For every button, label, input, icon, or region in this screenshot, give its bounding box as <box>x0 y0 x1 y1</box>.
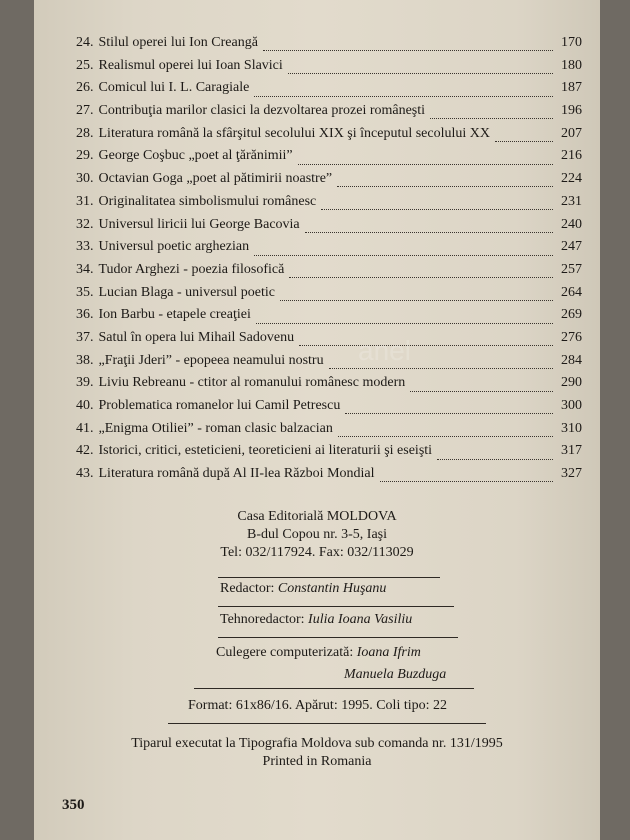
toc-leader-dots <box>430 107 553 119</box>
toc-entry <box>76 125 582 148</box>
divider-rule <box>218 577 440 578</box>
toc-leader-dots <box>380 470 553 482</box>
toc-leader-dots <box>337 175 553 187</box>
toc-entry <box>76 329 582 352</box>
toc-entry-page: 310 <box>561 420 582 436</box>
toc-leader-dots <box>280 289 553 301</box>
toc-entry-number: 29. <box>76 148 94 164</box>
toc-entry-title: Satul în opera lui Mihail Sadovenu <box>98 329 295 345</box>
toc-entry-page: 276 <box>561 329 582 345</box>
toc-entry-page: 290 <box>561 375 582 391</box>
toc-entry-title: Originalitatea simbolismului românesc <box>98 193 317 209</box>
format-line: Format: 61x86/16. Apărut: 1995. Coli tipo: 22 <box>188 698 447 713</box>
typesetting-name-2: Manuela Buzduga <box>344 667 447 682</box>
toc-entry-number: 39. <box>76 375 94 391</box>
toc-entry-title: Lucian Blaga - universul poetic <box>98 284 275 300</box>
publisher-phone: Tel: 032/117924. Fax: 032/113029 <box>220 545 414 560</box>
toc-entry-title: Istorici, critici, esteticieni, teoreticieni ai literaturii şi eseişti <box>98 443 433 459</box>
toc-leader-dots <box>254 244 553 256</box>
toc-entry <box>76 238 582 261</box>
divider-rule <box>218 637 458 638</box>
toc-entry-number: 30. <box>76 171 94 187</box>
watermark-text: anel <box>358 335 411 366</box>
toc-leader-dots <box>256 312 553 324</box>
toc-entry-title: Problematica romanelor lui Camil Petrescu <box>98 398 341 413</box>
toc-entry-title: Contribuţia marilor clasici la dezvoltarea prozei româneşti <box>98 103 426 119</box>
toc-entry-number: 27. <box>76 103 94 119</box>
toc-entry <box>76 147 582 170</box>
toc-entry <box>76 284 582 307</box>
book-page <box>34 0 600 840</box>
toc-leader-dots <box>495 130 553 142</box>
toc-entry-title: George Coşbuc „poet al ţărănimii” <box>98 148 293 164</box>
editor-name: Constantin Huşanu <box>277 581 387 596</box>
toc-entry <box>76 102 582 125</box>
publisher-name: Casa Editorială MOLDOVA <box>237 509 397 524</box>
toc-entry-page: 180 <box>561 57 582 73</box>
toc-entry-page: 231 <box>561 193 582 209</box>
toc-entry-page: 264 <box>561 284 582 300</box>
publisher-address: B-dul Copou nr. 3-5, Iaşi <box>247 527 387 542</box>
toc-leader-dots <box>338 425 553 437</box>
toc-entry <box>76 34 582 57</box>
publisher-block <box>34 508 600 562</box>
toc-entry <box>76 397 582 420</box>
toc-entry-title: Realismul operei lui Ioan Slavici <box>98 57 283 73</box>
printed-in-line: Printed in Romania <box>262 754 372 769</box>
toc-leader-dots <box>289 266 553 278</box>
toc-entry <box>76 306 582 329</box>
divider-rule <box>168 723 486 724</box>
toc-leader-dots <box>437 448 553 460</box>
divider-rule <box>218 606 454 607</box>
toc-leader-dots <box>288 62 553 74</box>
toc-entry-page: 207 <box>561 125 582 141</box>
technical-editor-credit <box>220 611 412 629</box>
toc-entry-title: Liviu Rebreanu - ctitor al romanului românesc modern <box>98 375 406 391</box>
toc-entry-page: 170 <box>561 35 582 50</box>
toc-entry <box>76 442 582 465</box>
toc-entry <box>76 420 582 443</box>
toc-leader-dots <box>298 153 553 165</box>
toc-leader-dots <box>345 402 553 414</box>
divider-rule <box>194 688 474 689</box>
page-number: 350 <box>62 797 85 813</box>
toc-entry-title: Ion Barbu - etapele creaţiei <box>98 307 251 323</box>
toc-entry-title: Tudor Arghezi - poezia filosofică <box>98 261 285 277</box>
toc-entry-number: 26. <box>76 80 94 96</box>
toc-entry-number: 28. <box>76 125 94 141</box>
editor-label: Redactor: <box>220 581 275 596</box>
toc-leader-dots <box>263 39 553 51</box>
toc-entry <box>76 261 582 284</box>
toc-entry <box>76 57 582 80</box>
toc-entry-page: 300 <box>561 398 582 413</box>
toc-leader-dots <box>254 85 553 97</box>
toc-entry-number: 36. <box>76 307 94 323</box>
typesetting-credit-2 <box>344 666 446 684</box>
technical-editor-label: Tehnoredactor: <box>220 612 305 627</box>
toc-entry-number: 41. <box>76 420 94 436</box>
toc-entry-number: 24. <box>76 35 94 50</box>
toc-entry-page: 269 <box>561 307 582 323</box>
toc-entry-number: 42. <box>76 443 94 459</box>
toc-entry-title: Universul poetic arghezian <box>98 239 250 255</box>
toc-entry-number: 33. <box>76 239 94 255</box>
toc-entry-title: Stilul operei lui Ion Creangă <box>98 35 258 50</box>
toc-entry <box>76 170 582 193</box>
toc-entry <box>76 352 582 375</box>
toc-entry-number: 38. <box>76 352 94 368</box>
toc-entry-page: 187 <box>561 80 582 96</box>
toc-entry <box>76 216 582 239</box>
toc-entry-page: 257 <box>561 261 582 277</box>
toc-entry-number: 35. <box>76 284 94 300</box>
toc-entry-page: 196 <box>561 103 582 119</box>
typesetting-name-1: Ioana Ifrim <box>356 645 421 660</box>
toc-entry-page: 247 <box>561 239 582 255</box>
toc-entry-title: Comicul lui I. L. Caragiale <box>98 80 250 96</box>
toc-entry-title: „Enigma Otiliei” - roman clasic balzacian <box>98 420 333 436</box>
toc-entry-page: 240 <box>561 216 582 232</box>
toc-entry-number: 25. <box>76 57 94 73</box>
printing-block <box>34 735 600 771</box>
toc-entry-title: Universul liricii lui George Bacovia <box>98 216 300 232</box>
toc-entry-number: 43. <box>76 466 94 482</box>
watermark-logo <box>356 330 426 370</box>
typesetting-label: Culegere computerizată: <box>216 645 354 660</box>
typesetting-credit <box>216 644 421 662</box>
toc-entry-page: 216 <box>561 148 582 164</box>
toc-leader-dots <box>299 334 553 346</box>
toc-entry-number: 40. <box>76 398 94 413</box>
toc-entry-title: Literatura română la sfârşitul secolului XIX şi începutul secolului XX <box>98 125 491 141</box>
table-of-contents <box>76 34 582 488</box>
toc-entry-title: „Fraţii Jderi” - epopeea neamului nostru <box>98 352 324 368</box>
toc-entry-number: 37. <box>76 329 94 345</box>
toc-entry-number: 32. <box>76 216 94 232</box>
toc-leader-dots <box>410 380 553 392</box>
toc-entry-title: Octavian Goga „poet al pătimirii noastre” <box>98 171 333 187</box>
toc-entry-page: 317 <box>561 443 582 459</box>
toc-leader-dots <box>305 221 553 233</box>
toc-leader-dots <box>321 198 553 210</box>
toc-entry <box>76 465 582 488</box>
editor-credit <box>220 580 386 598</box>
toc-entry-page: 327 <box>561 466 582 482</box>
toc-entry-title: Literatura română după Al II-lea Război Mondial <box>98 466 375 482</box>
toc-entry <box>76 79 582 102</box>
toc-entry-page: 284 <box>561 352 582 368</box>
printing-line: Tiparul executat la Tipografia Moldova sub comanda nr. 131/1995 <box>131 736 503 751</box>
toc-entry-number: 31. <box>76 193 94 209</box>
toc-entry-page: 224 <box>561 171 582 187</box>
toc-entry <box>76 193 582 216</box>
technical-editor-name: Iulia Ioana Vasiliu <box>308 612 413 627</box>
toc-entry-number: 34. <box>76 261 94 277</box>
toc-entry <box>76 374 582 397</box>
